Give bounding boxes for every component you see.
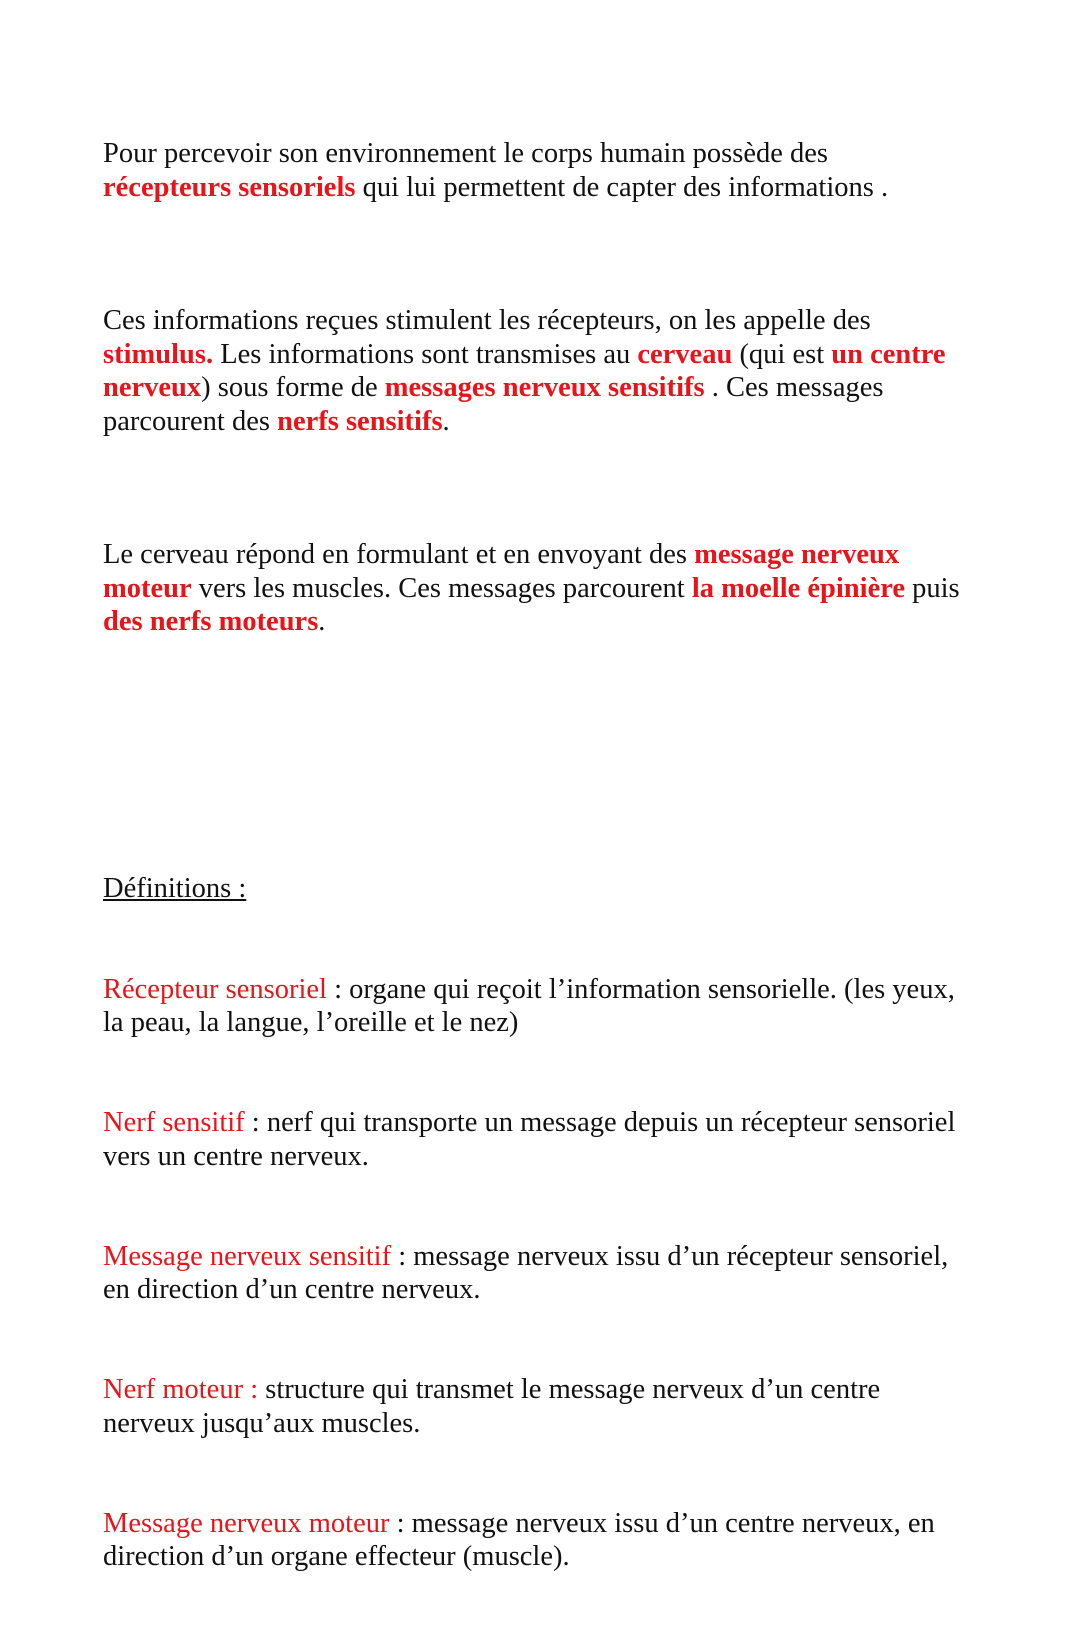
text: ) sous forme de (201, 372, 385, 404)
text: Ces informations reçues stimulent les récepteurs, on les appelle des (103, 305, 871, 337)
separator: : (326, 973, 350, 1005)
keyword: récepteurs sensoriels (103, 171, 356, 203)
keyword: des nerfs moteurs (103, 606, 319, 638)
definition-text: message nerveux issu d’un récepteur sensoriel, en direction d’un centre nerveux. (103, 1240, 949, 1306)
keyword: message nerveux moteur (103, 539, 900, 604)
definition-item (103, 1507, 1003, 1574)
text: vers les muscles. Ces messages parcourent (191, 572, 692, 604)
separator: : (391, 1240, 414, 1272)
definition-term: Récepteur sensoriel (103, 973, 327, 1005)
text: . Ces messages parcourent des (103, 372, 884, 437)
paragraph-intro-1 (103, 137, 1003, 204)
keyword: nerfs sensitifs (277, 405, 443, 437)
document-page (103, 104, 1003, 1641)
definition-text: nerf qui transporte un message depuis un récepteur sensoriel vers un centre nerveux. (103, 1107, 956, 1172)
definition-term: Nerf moteur : (103, 1374, 259, 1406)
text: Pour percevoir son environnement le corps humain possède des (103, 138, 828, 170)
spacer (103, 739, 1003, 806)
definition-term: Nerf sensitif (103, 1107, 245, 1139)
definition-text: structure qui transmet le message nerveux d’un centre nerveux jusqu’aux muscles. (103, 1374, 881, 1439)
text: Les informations sont transmises au (213, 338, 638, 370)
keyword: cerveau (637, 338, 733, 370)
definition-item (103, 1106, 1003, 1173)
definition-item (103, 973, 1003, 1040)
text: . (442, 405, 450, 437)
keyword: stimulus. (103, 338, 214, 370)
definition-term: Message nerveux moteur (103, 1507, 390, 1539)
keyword: la moelle épinière (691, 572, 906, 604)
text: (qui est (732, 338, 832, 370)
separator: : (244, 1107, 267, 1139)
paragraph-intro-2 (103, 304, 1003, 438)
keyword: messages nerveux sensitifs (384, 372, 705, 404)
definition-text: organe qui reçoit l’information sensorielle. (les yeux, la peau, la langue, l’oreille et le nez) (103, 973, 955, 1038)
separator: : (389, 1507, 412, 1539)
definitions-heading: Définitions : (103, 873, 247, 905)
definition-item (103, 1240, 1003, 1307)
definition-term: Message nerveux sensitif (103, 1240, 392, 1272)
text: qui lui permettent de capter des informations . (355, 171, 889, 203)
definition-item (103, 1373, 1003, 1440)
text: . (318, 606, 326, 638)
paragraph-intro-3 (103, 538, 1003, 638)
definition-text: message nerveux issu d’un centre nerveux, en direction d’un organe effecteur (muscle). (103, 1507, 935, 1573)
keyword: un centre nerveux (103, 338, 946, 404)
text: Le cerveau répond en formulant et en envoyant des (103, 539, 695, 571)
text: puis (912, 572, 960, 604)
